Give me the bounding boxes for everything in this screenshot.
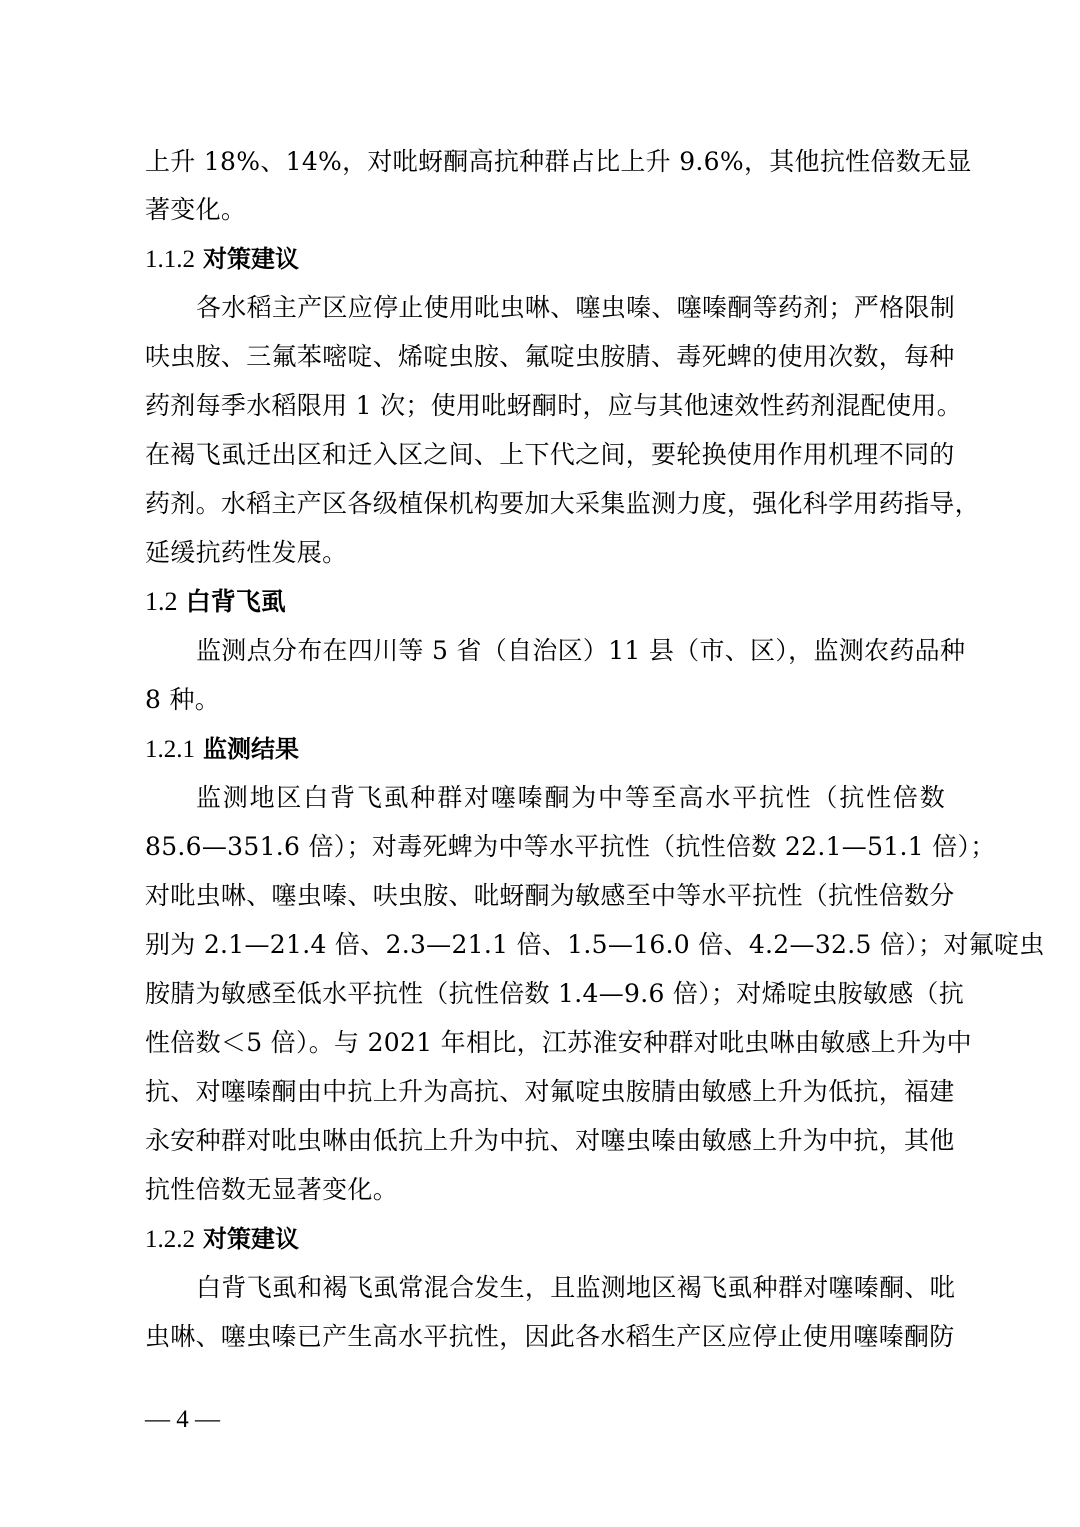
section-heading-1-2 — [145, 580, 286, 624]
paragraph-line: 药剂每季水稻限用 1 次；使用吡蚜酮时，应与其他速效性药剂混配使用。 — [145, 391, 963, 420]
paragraph-line: 虫啉、噻虫嗪已产生高水平抗性，因此各水稻生产区应停止使用噻嗪酮防 — [145, 1322, 955, 1351]
page-number: — 4 — — [145, 1406, 220, 1433]
paragraph-line: 监测点分布在四川等 5 省（自治区）11 县（市、区），监测农药品种 — [196, 636, 966, 665]
paragraph-line: 胺腈为敏感至低水平抗性（抗性倍数 1.4—9.6 倍）；对烯啶虫胺敏感（抗 — [145, 979, 965, 1008]
paragraph-line: 上升 18%、14%，对吡蚜酮高抗种群占比上升 9.6%，其他抗性倍数无显 — [145, 147, 972, 176]
section-heading-1-2-2 — [145, 1217, 299, 1261]
section-title: 对策建议 — [202, 1225, 299, 1253]
paragraph-line: 药剂。水稻主产区各级植保机构要加大采集监测力度，强化科学用药指导， — [145, 489, 980, 518]
section-number: 1.2.2 — [145, 1226, 195, 1253]
paragraph-line: 著变化。 — [145, 195, 247, 224]
section-title: 白背飞虱 — [185, 587, 286, 616]
paragraph-line: 对吡虫啉、噻虫嗪、呋虫胺、吡蚜酮为敏感至中等水平抗性（抗性倍数分 — [145, 881, 955, 910]
paragraph-line: 白背飞虱和褐飞虱常混合发生，且监测地区褐飞虱种群对噻嗪酮、吡 — [196, 1273, 956, 1302]
paragraph-line: 监测地区白背飞虱种群对噻嗪酮为中等至高水平抗性（抗性倍数 — [196, 783, 945, 812]
paragraph-line: 别为 2.1—21.4 倍、2.3—21.1 倍、1.5—16.0 倍、4.2—32.5 倍）；对氟啶虫 — [145, 930, 1045, 959]
paragraph-line: 各水稻主产区应停止使用吡虫啉、噻虫嗪、噻嗪酮等药剂；严格限制 — [196, 293, 956, 322]
paragraph-line: 在褐飞虱迁出区和迁入区之间、上下代之间，要轮换使用作用机理不同的 — [145, 440, 955, 469]
section-heading-1-2-1 — [145, 727, 299, 771]
paragraph-line: 抗性倍数无显著变化。 — [145, 1175, 399, 1204]
section-number: 1.2 — [145, 587, 178, 616]
paragraph-line: 抗、对噻嗪酮由中抗上升为高抗、对氟啶虫胺腈由敏感上升为低抗，福建 — [145, 1077, 955, 1106]
section-heading-1-1-2 — [145, 237, 299, 281]
paragraph-line: 永安种群对吡虫啉由低抗上升为中抗、对噻虫嗪由敏感上升为中抗，其他 — [145, 1126, 955, 1155]
section-number: 1.1.2 — [145, 246, 195, 273]
paragraph-line: 呋虫胺、三氟苯嘧啶、烯啶虫胺、氟啶虫胺腈、毒死蜱的使用次数，每种 — [145, 342, 955, 371]
section-title: 监测结果 — [202, 735, 299, 763]
section-title: 对策建议 — [202, 245, 299, 273]
section-number: 1.2.1 — [145, 736, 195, 763]
paragraph-line: 8 种。 — [145, 685, 221, 714]
paragraph-line: 延缓抗药性发展。 — [145, 538, 348, 567]
paragraph-line: 85.6—351.6 倍）；对毒死蜱为中等水平抗性（抗性倍数 22.1—51.1 倍）； — [145, 832, 996, 861]
paragraph-line: 性倍数＜5 倍）。与 2021 年相比，江苏淮安种群对吡虫啉由敏感上升为中 — [145, 1028, 972, 1057]
